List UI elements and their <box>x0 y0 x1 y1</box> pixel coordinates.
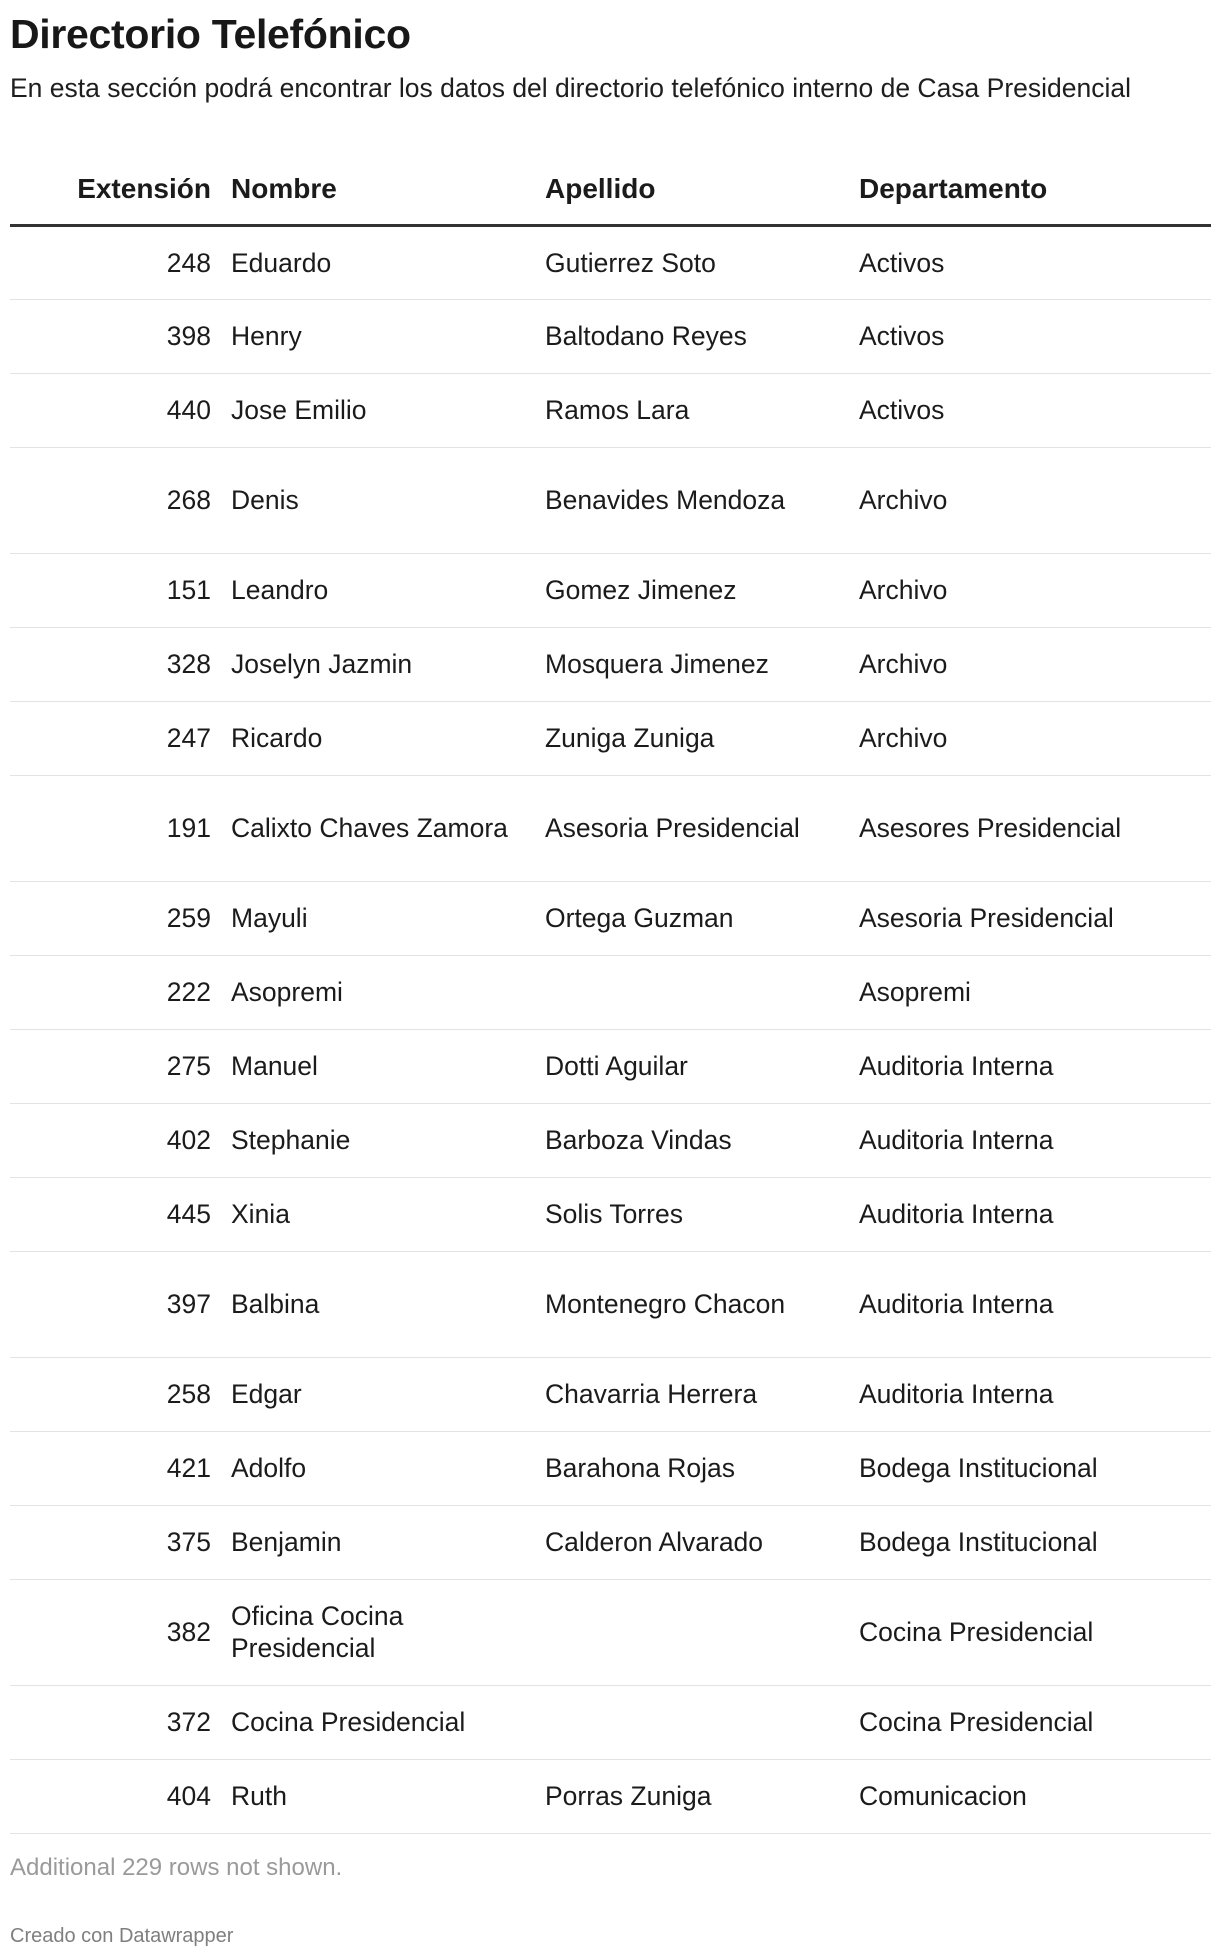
apellido-cell: Baltodano Reyes <box>535 299 849 373</box>
extension-cell: 259 <box>10 881 221 955</box>
extension-cell: 398 <box>10 299 221 373</box>
departamento-cell: Auditoria Interna <box>849 1177 1211 1251</box>
column-header-extension: Extensión <box>10 155 221 225</box>
table-row <box>10 1103 1211 1177</box>
nombre-cell: Leandro <box>221 553 535 627</box>
nombre-cell: Jose Emilio <box>221 373 535 447</box>
nombre-cell: Balbina <box>221 1251 535 1357</box>
nombre-cell: Cocina Presidencial <box>221 1685 535 1759</box>
apellido-cell <box>535 1579 849 1685</box>
apellido-cell: Gomez Jimenez <box>535 553 849 627</box>
extension-cell: 445 <box>10 1177 221 1251</box>
table-row <box>10 1029 1211 1103</box>
table-row <box>10 447 1211 553</box>
nombre-cell: Oficina Cocina Presidencial <box>221 1579 535 1685</box>
column-header-nombre: Nombre <box>221 155 535 225</box>
departamento-cell: Archivo <box>849 701 1211 775</box>
departamento-cell: Auditoria Interna <box>849 1029 1211 1103</box>
apellido-cell: Porras Zuniga <box>535 1759 849 1833</box>
nombre-cell: Denis <box>221 447 535 553</box>
table-row <box>10 373 1211 447</box>
extension-cell: 191 <box>10 775 221 881</box>
table-row <box>10 1579 1211 1685</box>
extension-cell: 421 <box>10 1431 221 1505</box>
nombre-cell: Stephanie <box>221 1103 535 1177</box>
table-row <box>10 553 1211 627</box>
departamento-cell: Asesores Presidencial <box>849 775 1211 881</box>
apellido-cell: Barahona Rojas <box>535 1431 849 1505</box>
table-header <box>10 155 1211 225</box>
apellido-cell: Barboza Vindas <box>535 1103 849 1177</box>
nombre-cell: Ricardo <box>221 701 535 775</box>
extension-cell: 375 <box>10 1505 221 1579</box>
extension-cell: 268 <box>10 447 221 553</box>
nombre-cell: Mayuli <box>221 881 535 955</box>
apellido-cell: Montenegro Chacon <box>535 1251 849 1357</box>
nombre-cell: Asopremi <box>221 955 535 1029</box>
apellido-cell: Solis Torres <box>535 1177 849 1251</box>
departamento-cell: Comunicacion <box>849 1759 1211 1833</box>
extension-cell: 275 <box>10 1029 221 1103</box>
nombre-cell: Adolfo <box>221 1431 535 1505</box>
extension-cell: 328 <box>10 627 221 701</box>
extension-cell: 151 <box>10 553 221 627</box>
apellido-cell <box>535 1685 849 1759</box>
extension-cell: 402 <box>10 1103 221 1177</box>
departamento-cell: Activos <box>849 373 1211 447</box>
column-header-apellido: Apellido <box>535 155 849 225</box>
nombre-cell: Xinia <box>221 1177 535 1251</box>
table-row <box>10 1177 1211 1251</box>
extension-cell: 258 <box>10 1357 221 1431</box>
column-header-departamento: Departamento <box>849 155 1211 225</box>
apellido-cell: Ortega Guzman <box>535 881 849 955</box>
table-row <box>10 1431 1211 1505</box>
extension-cell: 222 <box>10 955 221 1029</box>
table-row <box>10 1251 1211 1357</box>
extension-cell: 248 <box>10 225 221 299</box>
departamento-cell: Archivo <box>849 553 1211 627</box>
nombre-cell: Calixto Chaves Zamora <box>221 775 535 881</box>
departamento-cell: Activos <box>849 299 1211 373</box>
departamento-cell: Bodega Institucional <box>849 1431 1211 1505</box>
table-row <box>10 881 1211 955</box>
apellido-cell: Mosquera Jimenez <box>535 627 849 701</box>
header-row <box>10 155 1211 225</box>
table-notes: Additional 229 rows not shown. <box>10 1854 343 1881</box>
departamento-cell: Auditoria Interna <box>849 1103 1211 1177</box>
table-row <box>10 701 1211 775</box>
extension-cell: 440 <box>10 373 221 447</box>
directory-table <box>10 155 1211 1834</box>
apellido-cell: Calderon Alvarado <box>535 1505 849 1579</box>
apellido-cell: Asesoria Presidencial <box>535 775 849 881</box>
extension-cell: 382 <box>10 1579 221 1685</box>
nombre-cell: Henry <box>221 299 535 373</box>
table-body <box>10 225 1211 1833</box>
page-title: Directorio Telefónico <box>10 11 411 57</box>
apellido-cell: Zuniga Zuniga <box>535 701 849 775</box>
departamento-cell: Cocina Presidencial <box>849 1685 1211 1759</box>
table-row <box>10 1685 1211 1759</box>
apellido-cell: Ramos Lara <box>535 373 849 447</box>
extension-cell: 397 <box>10 1251 221 1357</box>
apellido-cell: Gutierrez Soto <box>535 225 849 299</box>
departamento-cell: Archivo <box>849 627 1211 701</box>
table-row <box>10 1505 1211 1579</box>
table-row <box>10 627 1211 701</box>
departamento-cell: Asesoria Presidencial <box>849 881 1211 955</box>
nombre-cell: Eduardo <box>221 225 535 299</box>
table-row <box>10 225 1211 299</box>
table-row <box>10 299 1211 373</box>
departamento-cell: Cocina Presidencial <box>849 1579 1211 1685</box>
departamento-cell: Auditoria Interna <box>849 1251 1211 1357</box>
departamento-cell: Auditoria Interna <box>849 1357 1211 1431</box>
table-row <box>10 1357 1211 1431</box>
nombre-cell: Edgar <box>221 1357 535 1431</box>
departamento-cell: Asopremi <box>849 955 1211 1029</box>
credit-line: Creado con Datawrapper <box>10 1925 234 1947</box>
extension-cell: 404 <box>10 1759 221 1833</box>
extension-cell: 247 <box>10 701 221 775</box>
apellido-cell <box>535 955 849 1029</box>
table-row <box>10 955 1211 1029</box>
nombre-cell: Ruth <box>221 1759 535 1833</box>
page-subtitle: En esta sección podrá encontrar los datos del directorio telefónico interno de Casa Presidencial <box>10 73 1132 103</box>
apellido-cell: Chavarria Herrera <box>535 1357 849 1431</box>
apellido-cell: Dotti Aguilar <box>535 1029 849 1103</box>
departamento-cell: Bodega Institucional <box>849 1505 1211 1579</box>
extension-cell: 372 <box>10 1685 221 1759</box>
nombre-cell: Benjamin <box>221 1505 535 1579</box>
departamento-cell: Archivo <box>849 447 1211 553</box>
nombre-cell: Manuel <box>221 1029 535 1103</box>
table-row <box>10 775 1211 881</box>
table-row <box>10 1759 1211 1833</box>
apellido-cell: Benavides Mendoza <box>535 447 849 553</box>
departamento-cell: Activos <box>849 225 1211 299</box>
nombre-cell: Joselyn Jazmin <box>221 627 535 701</box>
